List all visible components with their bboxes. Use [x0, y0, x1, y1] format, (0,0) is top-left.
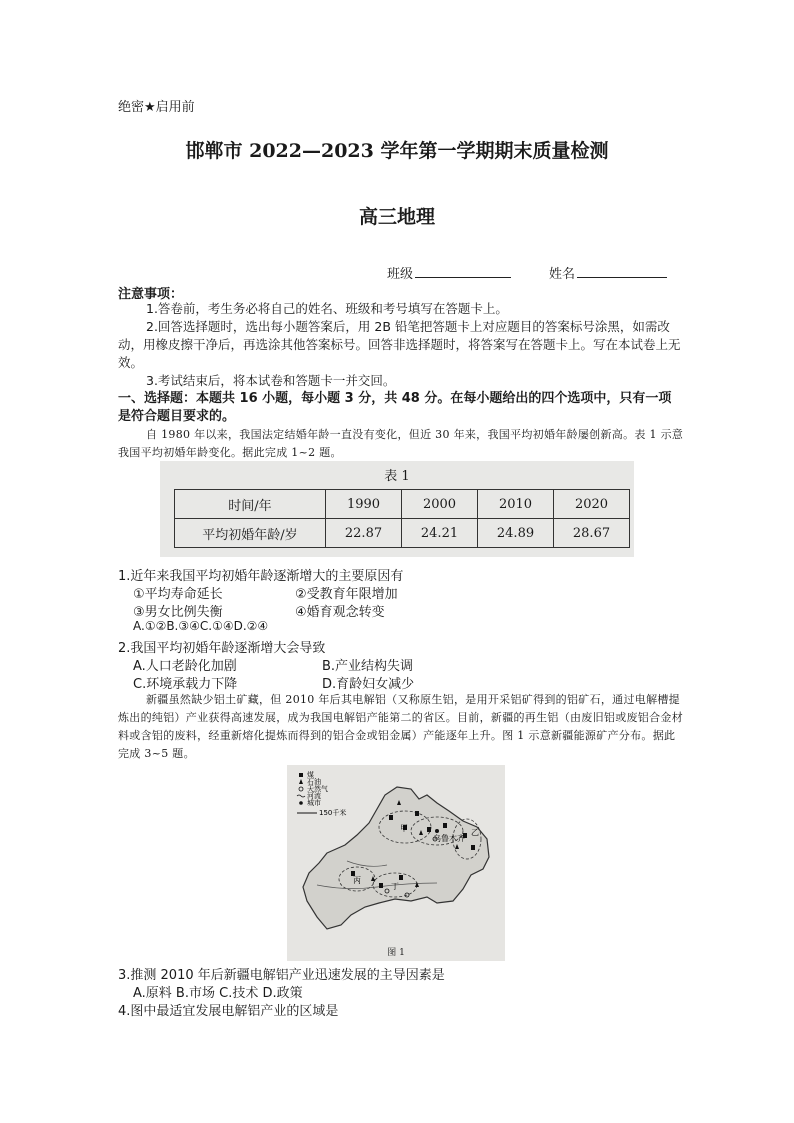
section-heading: 一、选择题：本题共 16 小题，每小题 3 分，共 48 分。在每小题给出的四个选项中，只有一项是符合题目要求的。	[118, 391, 672, 424]
year-cell: 2010	[478, 490, 554, 519]
scale-label: 150千米	[319, 809, 347, 817]
legend-label: 天然气	[307, 785, 328, 793]
notice-item-1: 1.答卷前，考生务必将自己的姓名、班级和考号填写在答题卡上。	[146, 301, 508, 316]
notice-item-2: 2.回答选择题时，选出每小题答案后，用 2B 铅笔把答题卡上对应题目的答案标号涂黑，如需改动，用橡皮擦干净后，再选涂其他答案标号。回答非选择题时，将答案写在答题卡上。写在本试卷上无效。	[118, 319, 681, 370]
confidential-mark: 绝密★启用前	[118, 100, 195, 115]
xinjiang-map-figure	[287, 765, 505, 961]
legend-city-swatch	[299, 801, 303, 805]
coal-marker	[415, 811, 419, 816]
q1-item-3: ③男女比例失衡	[133, 605, 223, 620]
q1-item-1: ①平均寿命延长	[133, 587, 223, 602]
xinjiang-map	[287, 765, 505, 961]
q2-option-c[interactable]: C.环境承载力下降	[133, 677, 238, 692]
year-cell: 2020	[554, 490, 630, 519]
table-row-label: 平均初婚年龄/岁	[175, 519, 326, 548]
material-2: 新疆虽然缺少铝土矿藏，但 2010 年后其电解铝（又称原生铝，是用开采铝矿得到的铝矿石，通过电解槽提炼出的纯铝）产业获得高速发展，成为我国电解铝产能第二的省区。目前，新疆的再生铝（由废旧铝或废铝合金材料或含铝的废料，经重新熔化提炼而得到的铝合金或铝金属）产能逐年上升。图 1 示意新疆能源矿产分布。据此完成 3~5 题。	[118, 693, 683, 760]
question-2-stem: 2.我国平均初婚年龄逐渐增大会导致	[118, 641, 326, 656]
legend-coal-swatch	[299, 773, 303, 777]
coal-marker	[471, 845, 475, 850]
q1-item-4: ④婚育观念转变	[295, 605, 385, 620]
region-label-bing: 丙	[353, 876, 361, 885]
coal-marker	[427, 827, 431, 832]
class-blank[interactable]	[415, 265, 511, 278]
region-label-yi: 乙	[471, 828, 479, 837]
question-3-stem: 3.推测 2010 年后新疆电解铝产业迅速发展的主导因素是	[118, 968, 445, 983]
notice-heading: 注意事项：	[118, 287, 184, 302]
legend-label: 城市	[307, 799, 321, 807]
q2-option-b[interactable]: B.产业结构失调	[322, 659, 414, 674]
table-row	[175, 519, 630, 548]
legend-oil-swatch	[299, 779, 303, 784]
legend-label: 煤	[307, 771, 314, 779]
coal-marker	[379, 883, 383, 888]
exam-title: 邯郸市 2022—2023 学年第一学期期末质量检测	[185, 140, 609, 162]
q2-option-d[interactable]: D.育龄妇女减少	[322, 677, 415, 692]
q1-item-2: ②受教育年限增加	[295, 587, 398, 602]
coal-marker	[443, 823, 447, 828]
year-cell: 2000	[402, 490, 478, 519]
age-cell: 28.67	[554, 519, 630, 548]
notice-item-3: 3.考试结束后，将本试卷和答题卡一并交回。	[146, 373, 396, 388]
marriage-age-table	[174, 489, 630, 548]
subject-title: 高三地理	[358, 206, 435, 228]
city-label: 乌鲁木齐	[433, 834, 465, 843]
year-cell: 1990	[326, 490, 402, 519]
age-cell: 22.87	[326, 519, 402, 548]
table-header-cell: 时间/年	[175, 490, 326, 519]
legend-label: 河流	[307, 792, 321, 800]
table-1	[160, 461, 634, 557]
question-1-stem: 1.近年来我国平均初婚年龄逐渐增大的主要原因有	[118, 569, 404, 584]
legend-river-swatch	[297, 795, 305, 797]
legend-gas-swatch	[299, 787, 303, 791]
coal-marker	[399, 875, 403, 880]
name-blank[interactable]	[577, 265, 667, 278]
name-label: 姓名	[549, 267, 576, 282]
age-cell: 24.89	[478, 519, 554, 548]
class-label: 班级	[387, 267, 414, 282]
figure-caption: 图 1	[387, 948, 405, 958]
q1-options[interactable]: A.①②B.③④C.①④D.②④	[133, 619, 269, 633]
city-marker	[435, 829, 439, 833]
coal-marker	[389, 815, 393, 820]
region-label-ding: 丁	[391, 882, 399, 891]
q2-option-a[interactable]: A.人口老龄化加剧	[133, 659, 237, 674]
legend-label: 石油	[307, 778, 321, 786]
region-label-jia: 甲	[400, 824, 408, 833]
table-row	[175, 490, 630, 519]
table-caption: 表 1	[384, 469, 410, 484]
q3-options[interactable]: A.原料 B.市场 C.技术 D.政策	[133, 986, 303, 1001]
material-1: 自 1980 年以来，我国法定结婚年龄一直没有变化，但近 30 年来，我国平均初婚年龄屡创新高。表 1 示意我国平均初婚年龄变化。据此完成 1~2 题。	[118, 428, 684, 459]
question-4-stem: 4.图中最适宜发展电解铝产业的区域是	[118, 1004, 339, 1019]
student-info-row	[387, 263, 667, 282]
age-cell: 24.21	[402, 519, 478, 548]
